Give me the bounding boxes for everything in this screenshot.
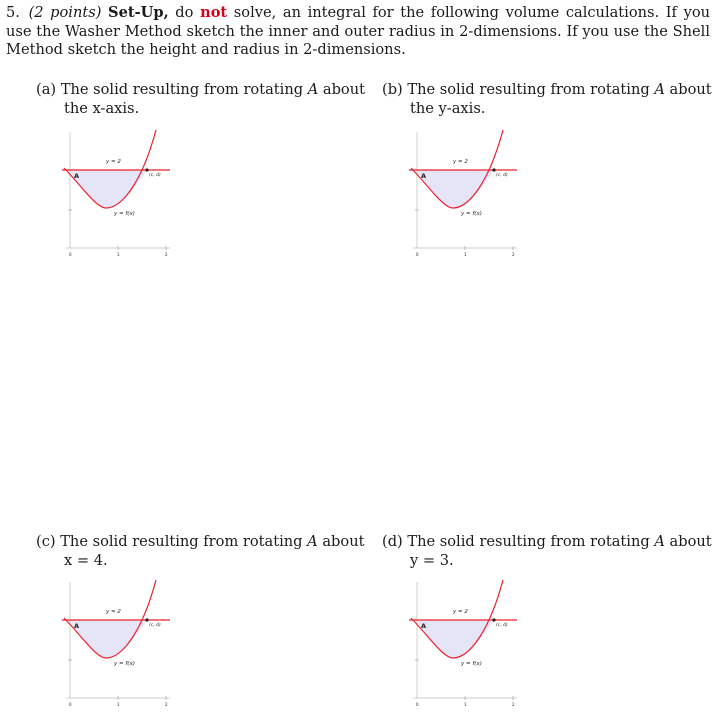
region-label: A: [421, 172, 427, 180]
part-c: [36, 532, 372, 570]
part-a-label: (a): [36, 81, 57, 98]
graph-d: [405, 580, 521, 710]
part-b-about: about: [669, 81, 712, 98]
part-b-axis: the y-axis.: [410, 100, 486, 117]
part-c-region: A: [307, 533, 318, 550]
tick-label-1: 1: [117, 702, 120, 707]
region-label: A: [74, 172, 80, 180]
region-a-shading: [68, 170, 147, 208]
part-c-axis: x = 4.: [64, 552, 108, 569]
problem-setup-keyword: Set-Up,: [108, 4, 169, 21]
region-label: A: [74, 622, 80, 630]
volume-graph: [405, 130, 521, 260]
tick-label-1: 1: [117, 252, 120, 257]
tick-label-2: 2: [165, 252, 168, 257]
line-label: y = 2: [453, 609, 468, 615]
part-d-text: The solid resulting from rotating: [407, 533, 650, 550]
curve-label: y = f(x): [461, 661, 482, 667]
point-label: (c, d): [496, 173, 508, 178]
intersection-point: [145, 168, 148, 171]
tick-label-2: 2: [512, 702, 515, 707]
intersection-point: [492, 168, 495, 171]
part-d-axis: y = 3.: [410, 552, 454, 569]
part-b-label: (b): [382, 81, 403, 98]
problem-points: (2 points): [28, 4, 102, 21]
part-a-text: The solid resulting from rotating: [60, 81, 304, 98]
region-a-shading: [68, 620, 147, 658]
problem-statement: [6, 4, 710, 60]
curve-label: y = f(x): [461, 211, 482, 217]
intersection-point: [492, 618, 495, 621]
region-label: A: [421, 622, 427, 630]
origin-label: 0: [69, 702, 72, 707]
point-label: (c, d): [149, 173, 161, 178]
region-a-shading: [415, 620, 494, 658]
part-c-text: The solid resulting from rotating: [60, 533, 303, 550]
part-a-region: A: [307, 81, 319, 98]
curve-label: y = f(x): [114, 211, 135, 217]
problem-text-a: do: [168, 4, 201, 21]
part-c-label: (c): [36, 533, 56, 550]
origin-label: 0: [69, 252, 72, 257]
part-a: [36, 80, 372, 118]
volume-graph: [58, 580, 174, 710]
volume-graph: [58, 130, 174, 260]
volume-graph: [405, 580, 521, 710]
problem-number: 5.: [6, 4, 20, 21]
origin-label: 0: [416, 252, 419, 257]
point-label: (c, d): [496, 623, 508, 628]
tick-label-1: 1: [464, 702, 467, 707]
tick-label-2: 2: [165, 702, 168, 707]
line-label: y = 2: [106, 159, 121, 165]
part-c-about: about: [322, 533, 365, 550]
part-d: [382, 532, 716, 570]
point-label: (c, d): [149, 623, 161, 628]
region-a-shading: [415, 170, 494, 208]
tick-label-1: 1: [464, 252, 467, 257]
part-d-about: about: [669, 533, 712, 550]
part-b-text: The solid resulting from rotating: [407, 81, 650, 98]
part-b: [382, 80, 716, 118]
origin-label: 0: [416, 702, 419, 707]
tick-label-2: 2: [512, 252, 515, 257]
part-d-region: A: [654, 533, 665, 550]
line-label: y = 2: [106, 609, 121, 615]
graph-c: [58, 580, 174, 710]
problem-text-b: solve, an integral for the following volume calculations. If you use the Washer Method sketch the inner and outer radius in 2-dimensions. If you use the Shell Method sketch the height and radius in 2-dimensions.: [6, 4, 710, 58]
part-b-region: A: [654, 81, 665, 98]
graph-b: [405, 130, 521, 260]
part-a-about: about: [322, 81, 365, 98]
part-d-label: (d): [382, 533, 403, 550]
intersection-point: [145, 618, 148, 621]
problem-not-word: not: [200, 4, 228, 21]
line-label: y = 2: [453, 159, 468, 165]
part-a-axis: the x-axis.: [64, 100, 140, 117]
graph-a: [58, 130, 174, 260]
curve-label: y = f(x): [114, 661, 135, 667]
